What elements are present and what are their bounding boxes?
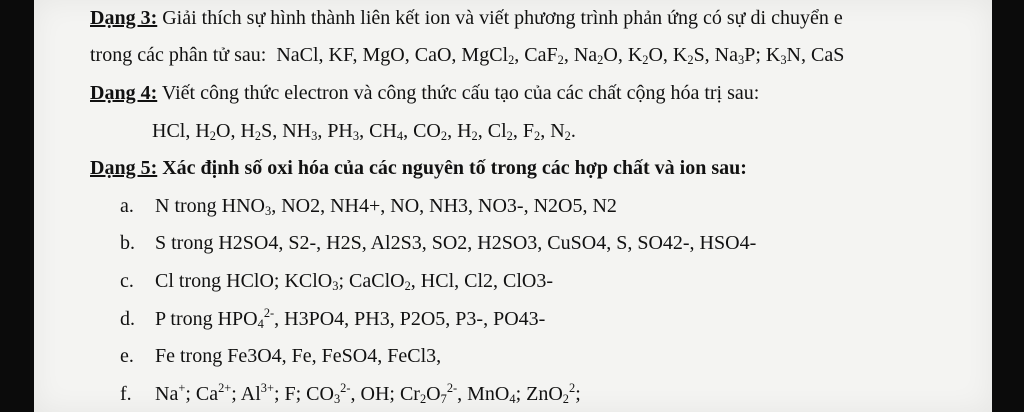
document-page [34,0,992,412]
dang4-heading: Dạng 4: [90,82,158,104]
dang3-line-1 [90,6,843,30]
dang5-text: Xác định số oxi hóa của các nguyên tố trong các hợp chất và ion sau: [162,157,747,179]
dang3-text-2: trong các phân tử sau: [90,44,267,66]
item-formula-rich: Na+; $Ca^{2+}$; $Al^{3+}$; F; $CO_3^{2-}$, OH; $Cr_2O_7^{2-}$, MnO$_4$; ZnO$_2^2$; [155,380,581,407]
dang3-line-2 [90,43,844,67]
item-label: b. [120,232,135,254]
item-formula-rich: $HPO_4^{2-}$ [217,305,275,332]
item-formula-rich: HClO; KClO$_3$; CaClO$_2$ [226,270,411,294]
dang4-line [90,81,759,105]
item-rest: , NO2, NH4+, NO, NH3, NO3-, N2O5, N2 [271,195,617,217]
item-label: e. [120,345,134,367]
item-element: Fe trong [155,345,223,367]
dang3-text-1: Giải thích sự hình thành liên kết ion và viết phương trình phản ứng có sự di chuyển e [162,7,843,29]
list-item-f [120,382,581,406]
dang3-compounds: NaCl, KF, MgO, CaO, MgCl$_2$, CaF$_2$, $Na_2O$, $K_2O$, $K_2S$, $Na_3P$; $K_3N$, CaS [271,44,845,68]
item-rest: , H3PO4, PH3, P2O5, P3-, PO43- [274,308,546,330]
dang3-heading: Dạng 3: [90,7,158,29]
dang4-text: Viết công thức electron và công thức cấu tạo của các chất cộng hóa trị sau: [161,82,760,104]
list-item-a [120,194,617,218]
item-element: S trong [155,232,214,254]
item-rest: H2SO4, S2-, H2S, Al2S3, SO2, H2SO3, CuSO4, S, SO42-, HSO4- [218,232,757,254]
dang5-heading: Dạng 5: [90,157,158,179]
dang5-line [90,156,747,180]
list-item-b [120,231,756,255]
item-formula-rich: $HNO_3$ [221,195,272,219]
item-element: N trong [155,195,217,217]
item-label: f. [120,383,132,405]
item-label: d. [120,308,135,330]
item-rest: Fe3O4, Fe, FeSO4, FeCl3, [227,345,442,367]
list-item-d [120,307,545,331]
item-element: Cl trong [155,270,222,292]
list-item-e [120,344,441,368]
item-label: a. [120,195,134,217]
item-label: c. [120,270,134,292]
item-element: P trong [155,308,213,330]
list-item-c [120,269,553,293]
item-rest: , HCl, Cl2, ClO3- [410,270,554,292]
dang4-compounds: HCl, $H_2O$, $H_2S$, $NH_3$, $PH_3$, $CH_4$, $CO_2$, $H_2$, $Cl_2$, $F_2$, $N_2$. [152,120,576,144]
